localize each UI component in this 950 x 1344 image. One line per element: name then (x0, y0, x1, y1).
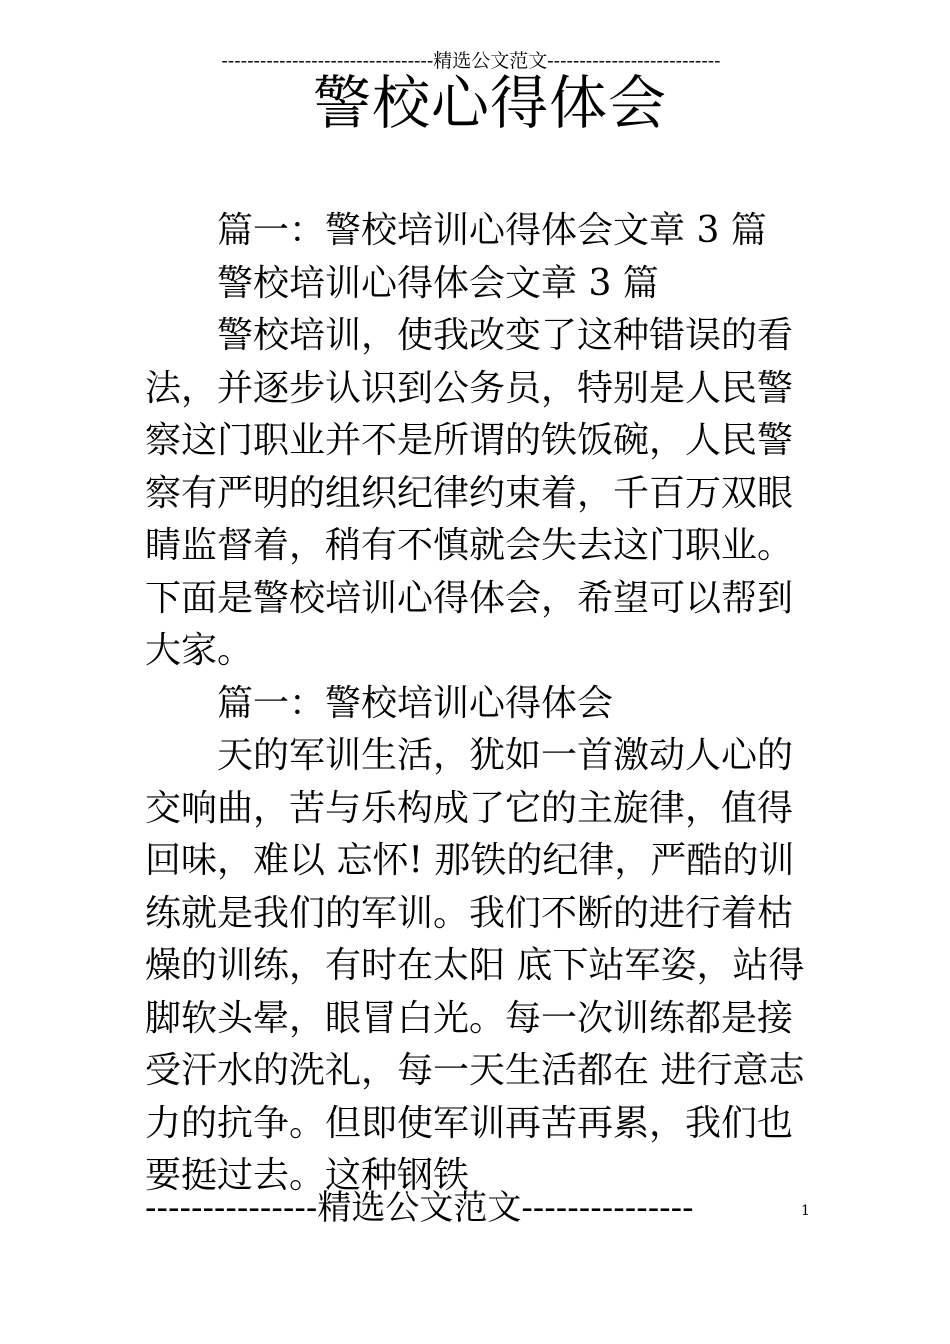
paragraph: 警校培训，使我改变了这种错误的看法，并逐步认识到公务员，特别是人民警察这门职业并不是所谓的铁饭碗，人民警察有严明的组织纪律约束着，千百万双眼睛监督着，稍有不慎就会失去这门职业。下面是警校培训心得体会，希望可以帮到大家。 (145, 315, 794, 671)
document-body (145, 205, 805, 1203)
subheading: 警校培训心得体会文章 3 篇 (217, 262, 659, 304)
section-heading: 篇一：警校培训心得体会 (217, 682, 614, 724)
section-heading: 篇一：警校培训心得体会文章 3 篇 (217, 210, 767, 251)
page-number: 1 (801, 1203, 810, 1219)
page-footer: ---------------精选公文范文--------------- (145, 1188, 694, 1228)
paragraph: 天的军训生活，犹如一首激动人心的交响曲，苦与乐构成了它的主旋律，值得回味，难以 忘怀! 那铁的纪律，严酷的训练就是我们的军训。我们不断的进行着枯燥的训练，有时在太阳 底下站军姿，站得脚软头晕，眼冒白光。每一次训练都是接受汗水的洗礼，每一天生活都在 进行意志力的抗争。但即使军训再苦再累，我们也要挺过去。这种钢铁 (145, 735, 805, 1196)
document-title: 警校心得体会 (312, 69, 667, 137)
page-header: ---------------------------------精选公文范文--------------------------- (221, 50, 721, 72)
